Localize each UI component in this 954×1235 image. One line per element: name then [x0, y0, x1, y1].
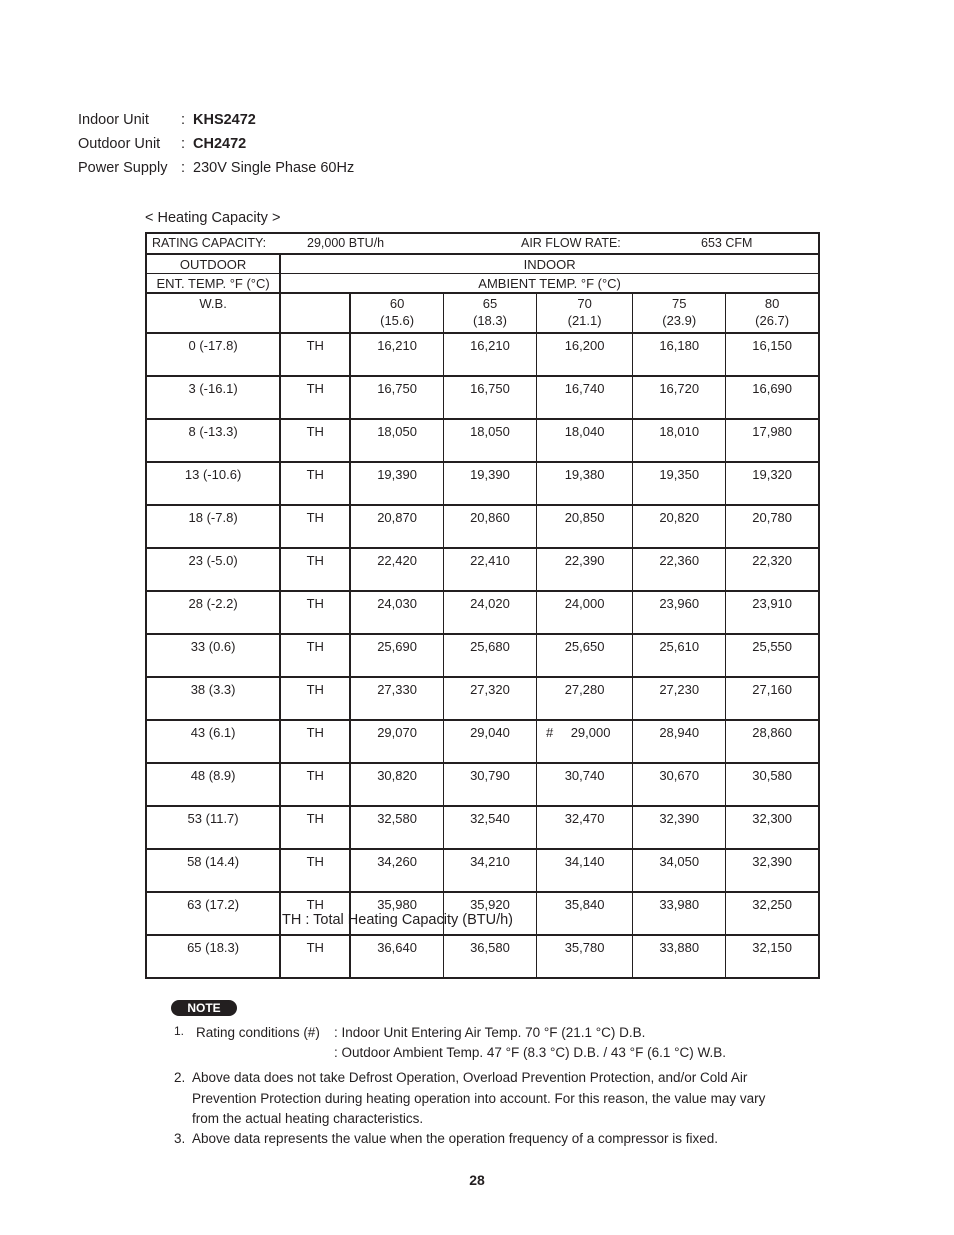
capacity-value-cell: 16,740 [537, 376, 633, 419]
capacity-type-cell: TH [280, 763, 350, 806]
column-f: 80 [764, 296, 780, 311]
capacity-type-cell: TH [280, 462, 350, 505]
spec-value: 230V Single Phase 60Hz [193, 160, 355, 176]
column-header [726, 293, 819, 333]
capacity-type-cell: TH [280, 677, 350, 720]
ent-temp-header: ENT. TEMP. °F (°C) [146, 274, 280, 294]
note-item2-line: from the actual heating characteristics. [192, 1111, 424, 1126]
capacity-value-cell: 16,690 [726, 376, 819, 419]
capacity-value-cell: 30,670 [633, 763, 726, 806]
column-f: 70 [577, 296, 592, 311]
outdoor-header: OUTDOOR [146, 254, 280, 274]
table-row [146, 720, 819, 763]
capacity-value-cell: 32,540 [443, 806, 536, 849]
column-c: (21.1) [567, 313, 602, 328]
capacity-value-cell: 27,280 [537, 677, 633, 720]
table-caption: < Heating Capacity > [145, 210, 281, 226]
table-row [146, 849, 819, 892]
capacity-value-cell: 19,390 [350, 462, 443, 505]
ambient-temp-header: AMBIENT TEMP. °F (°C) [280, 274, 819, 294]
capacity-value-cell: 19,380 [537, 462, 633, 505]
capacity-value-cell: 32,150 [726, 935, 819, 978]
spec-colon: : [181, 160, 186, 176]
note-item3-number: 3. [174, 1131, 186, 1146]
table-row [146, 806, 819, 849]
capacity-value-cell: 36,640 [350, 935, 443, 978]
column-c: (15.6) [380, 313, 415, 328]
capacity-value-cell: 27,230 [633, 677, 726, 720]
wb-temp-cell: 63 (17.2) [146, 892, 280, 935]
capacity-value-cell: 32,250 [726, 892, 819, 935]
capacity-value-cell: 30,580 [726, 763, 819, 806]
spec-label: Indoor Unit [78, 112, 149, 128]
capacity-value-cell: 16,200 [537, 333, 633, 376]
indoor-header: INDOOR [280, 254, 819, 274]
capacity-value-cell: 18,050 [350, 419, 443, 462]
column-c: (26.7) [755, 313, 790, 328]
wb-temp-cell: 33 (0.6) [146, 634, 280, 677]
rating-cell [146, 233, 819, 254]
note-item1-line2: : Outdoor Ambient Temp. 47 °F (8.3 °C) D.B. / 43 °F (6.1 °C) W.B. [334, 1045, 726, 1060]
note-item3-text: Above data represents the value when the operation frequency of a compressor is fixed. [192, 1131, 719, 1146]
header-row-temp [146, 274, 819, 294]
capacity-value-cell: 19,390 [443, 462, 536, 505]
capacity-value-cell: 29,070 [350, 720, 443, 763]
type-header [280, 293, 350, 333]
capacity-type-cell: TH [280, 892, 350, 935]
capacity-value-cell: 27,330 [350, 677, 443, 720]
capacity-value-cell: 24,000 [537, 591, 633, 634]
header-row-location [146, 254, 819, 274]
rating-row [146, 233, 819, 254]
capacity-value-cell: 33,980 [633, 892, 726, 935]
capacity-value-cell: 16,150 [726, 333, 819, 376]
capacity-type-cell: TH [280, 849, 350, 892]
capacity-value-cell: 20,850 [537, 505, 633, 548]
rating-capacity-label: RATING CAPACITY: [152, 236, 267, 250]
capacity-value-cell: 18,010 [633, 419, 726, 462]
spec-value: KHS2472 [193, 112, 256, 128]
note-item1-label: Rating conditions (#) [196, 1025, 320, 1040]
capacity-value-cell: 35,780 [537, 935, 633, 978]
capacity-type-cell: TH [280, 419, 350, 462]
capacity-value-cell: 24,020 [443, 591, 536, 634]
column-f: 75 [671, 296, 687, 311]
capacity-value-cell: 27,320 [443, 677, 536, 720]
capacity-value-cell: 20,870 [350, 505, 443, 548]
wb-temp-cell: 13 (-10.6) [146, 462, 280, 505]
table-row [146, 677, 819, 720]
capacity-value-cell: 24,030 [350, 591, 443, 634]
capacity-value-cell: 25,610 [633, 634, 726, 677]
capacity-value-cell: 36,580 [443, 935, 536, 978]
capacity-type-cell: TH [280, 634, 350, 677]
capacity-value-cell: 33,880 [633, 935, 726, 978]
table-row [146, 419, 819, 462]
capacity-type-cell: TH [280, 806, 350, 849]
wb-temp-cell: 58 (14.4) [146, 849, 280, 892]
capacity-value-cell: 19,350 [633, 462, 726, 505]
capacity-value-cell: 16,210 [443, 333, 536, 376]
capacity-value-cell: 30,820 [350, 763, 443, 806]
note-badge: NOTE [171, 1000, 237, 1016]
capacity-value-cell: 35,980 [350, 892, 443, 935]
capacity-value-cell: 19,320 [726, 462, 819, 505]
capacity-value-cell: 20,820 [633, 505, 726, 548]
capacity-value-cell: 32,390 [726, 849, 819, 892]
capacity-type-cell: TH [280, 505, 350, 548]
wb-temp-cell: 53 (11.7) [146, 806, 280, 849]
column-c: (18.3) [472, 313, 507, 328]
capacity-value-cell: 16,180 [633, 333, 726, 376]
column-f: 60 [389, 296, 405, 311]
table-row [146, 462, 819, 505]
capacity-value-cell: 27,160 [726, 677, 819, 720]
table-row [146, 505, 819, 548]
capacity-value-cell: 16,750 [350, 376, 443, 419]
capacity-value-cell: 30,790 [443, 763, 536, 806]
air-flow-label: AIR FLOW RATE: [521, 236, 621, 250]
capacity-value-cell: 20,780 [726, 505, 819, 548]
column-header [443, 293, 536, 333]
capacity-type-cell: TH [280, 935, 350, 978]
capacity-value-cell: 30,740 [537, 763, 633, 806]
capacity-value-cell: 34,260 [350, 849, 443, 892]
column-header [350, 293, 443, 333]
wb-temp-cell: 8 (-13.3) [146, 419, 280, 462]
capacity-value-cell: 25,550 [726, 634, 819, 677]
note-item2-line: Above data does not take Defrost Operation, Overload Prevention Protection, and/or Cold Air [192, 1070, 748, 1085]
heating-capacity-table [145, 232, 820, 979]
column-f: 65 [482, 296, 498, 311]
header-row-columns [146, 293, 819, 333]
capacity-type-cell: TH [280, 376, 350, 419]
capacity-value-cell: 17,980 [726, 419, 819, 462]
capacity-value-cell: 16,720 [633, 376, 726, 419]
spec-label: Outdoor Unit [78, 136, 161, 152]
wb-temp-cell: 0 (-17.8) [146, 333, 280, 376]
capacity-value-cell: 32,300 [726, 806, 819, 849]
table-row [146, 548, 819, 591]
capacity-value-cell: 23,960 [633, 591, 726, 634]
table-row [146, 591, 819, 634]
wb-temp-cell: 3 (-16.1) [146, 376, 280, 419]
column-header [537, 293, 633, 333]
air-flow-value: 653 CFM [701, 236, 753, 250]
capacity-value-cell: 35,920 [443, 892, 536, 935]
capacity-value-cell: 29,040 [443, 720, 536, 763]
wb-temp-cell: 28 (-2.2) [146, 591, 280, 634]
capacity-value-cell: 34,210 [443, 849, 536, 892]
capacity-value-cell [537, 720, 633, 763]
wb-temp-cell: 48 (8.9) [146, 763, 280, 806]
capacity-value-cell: 16,750 [443, 376, 536, 419]
capacity-value-cell: 23,910 [726, 591, 819, 634]
capacity-value-cell: 22,410 [443, 548, 536, 591]
capacity-value: 29,000 [570, 725, 611, 740]
capacity-value-cell: 22,420 [350, 548, 443, 591]
column-header [633, 293, 726, 333]
note-item1-line1: : Indoor Unit Entering Air Temp. 70 °F (21.1 °C) D.B. [334, 1025, 646, 1040]
wb-header: W.B. [146, 293, 280, 333]
capacity-value-cell: 18,040 [537, 419, 633, 462]
capacity-value-cell: 22,320 [726, 548, 819, 591]
capacity-value-cell: 34,050 [633, 849, 726, 892]
capacity-type-cell: TH [280, 720, 350, 763]
capacity-type-cell: TH [280, 591, 350, 634]
page-number: 28 [469, 1172, 485, 1188]
capacity-value-cell: 32,470 [537, 806, 633, 849]
capacity-value-cell: 20,860 [443, 505, 536, 548]
wb-temp-cell: 23 (-5.0) [146, 548, 280, 591]
capacity-value-cell: 25,680 [443, 634, 536, 677]
table-row [146, 333, 819, 376]
spec-label: Power Supply [78, 160, 168, 176]
wb-temp-cell: 38 (3.3) [146, 677, 280, 720]
rating-capacity-value: 29,000 BTU/h [307, 236, 385, 250]
footnote: TH : Total Heating Capacity (BTU/h) [282, 912, 514, 928]
capacity-value-cell: 32,390 [633, 806, 726, 849]
spec-value: CH2472 [193, 136, 247, 152]
table-row [146, 634, 819, 677]
note-item1-number: 1. [174, 1024, 185, 1038]
note-item2-number: 2. [174, 1070, 186, 1085]
capacity-value-cell: 34,140 [537, 849, 633, 892]
wb-temp-cell: 43 (6.1) [146, 720, 280, 763]
spec-colon: : [181, 136, 186, 152]
capacity-value-cell: 35,840 [537, 892, 633, 935]
capacity-value-cell: 18,050 [443, 419, 536, 462]
capacity-value-cell: 22,360 [633, 548, 726, 591]
table-row [146, 935, 819, 978]
table-row [146, 376, 819, 419]
capacity-type-cell: TH [280, 548, 350, 591]
capacity-value-cell: 22,390 [537, 548, 633, 591]
table-row [146, 763, 819, 806]
capacity-value-cell: 25,650 [537, 634, 633, 677]
wb-temp-cell: 18 (-7.8) [146, 505, 280, 548]
spec-colon: : [181, 112, 186, 128]
capacity-value-cell: 28,860 [726, 720, 819, 763]
wb-temp-cell: 65 (18.3) [146, 935, 280, 978]
capacity-value-cell: 16,210 [350, 333, 443, 376]
capacity-value-cell: 32,580 [350, 806, 443, 849]
capacity-value-cell: 28,940 [633, 720, 726, 763]
rating-mark: # [546, 725, 554, 740]
capacity-type-cell: TH [280, 333, 350, 376]
note-item2-line: Prevention Protection during heating operation into account. For this reason, the value may vary [192, 1091, 766, 1106]
column-c: (23.9) [662, 313, 697, 328]
capacity-value-cell: 25,690 [350, 634, 443, 677]
